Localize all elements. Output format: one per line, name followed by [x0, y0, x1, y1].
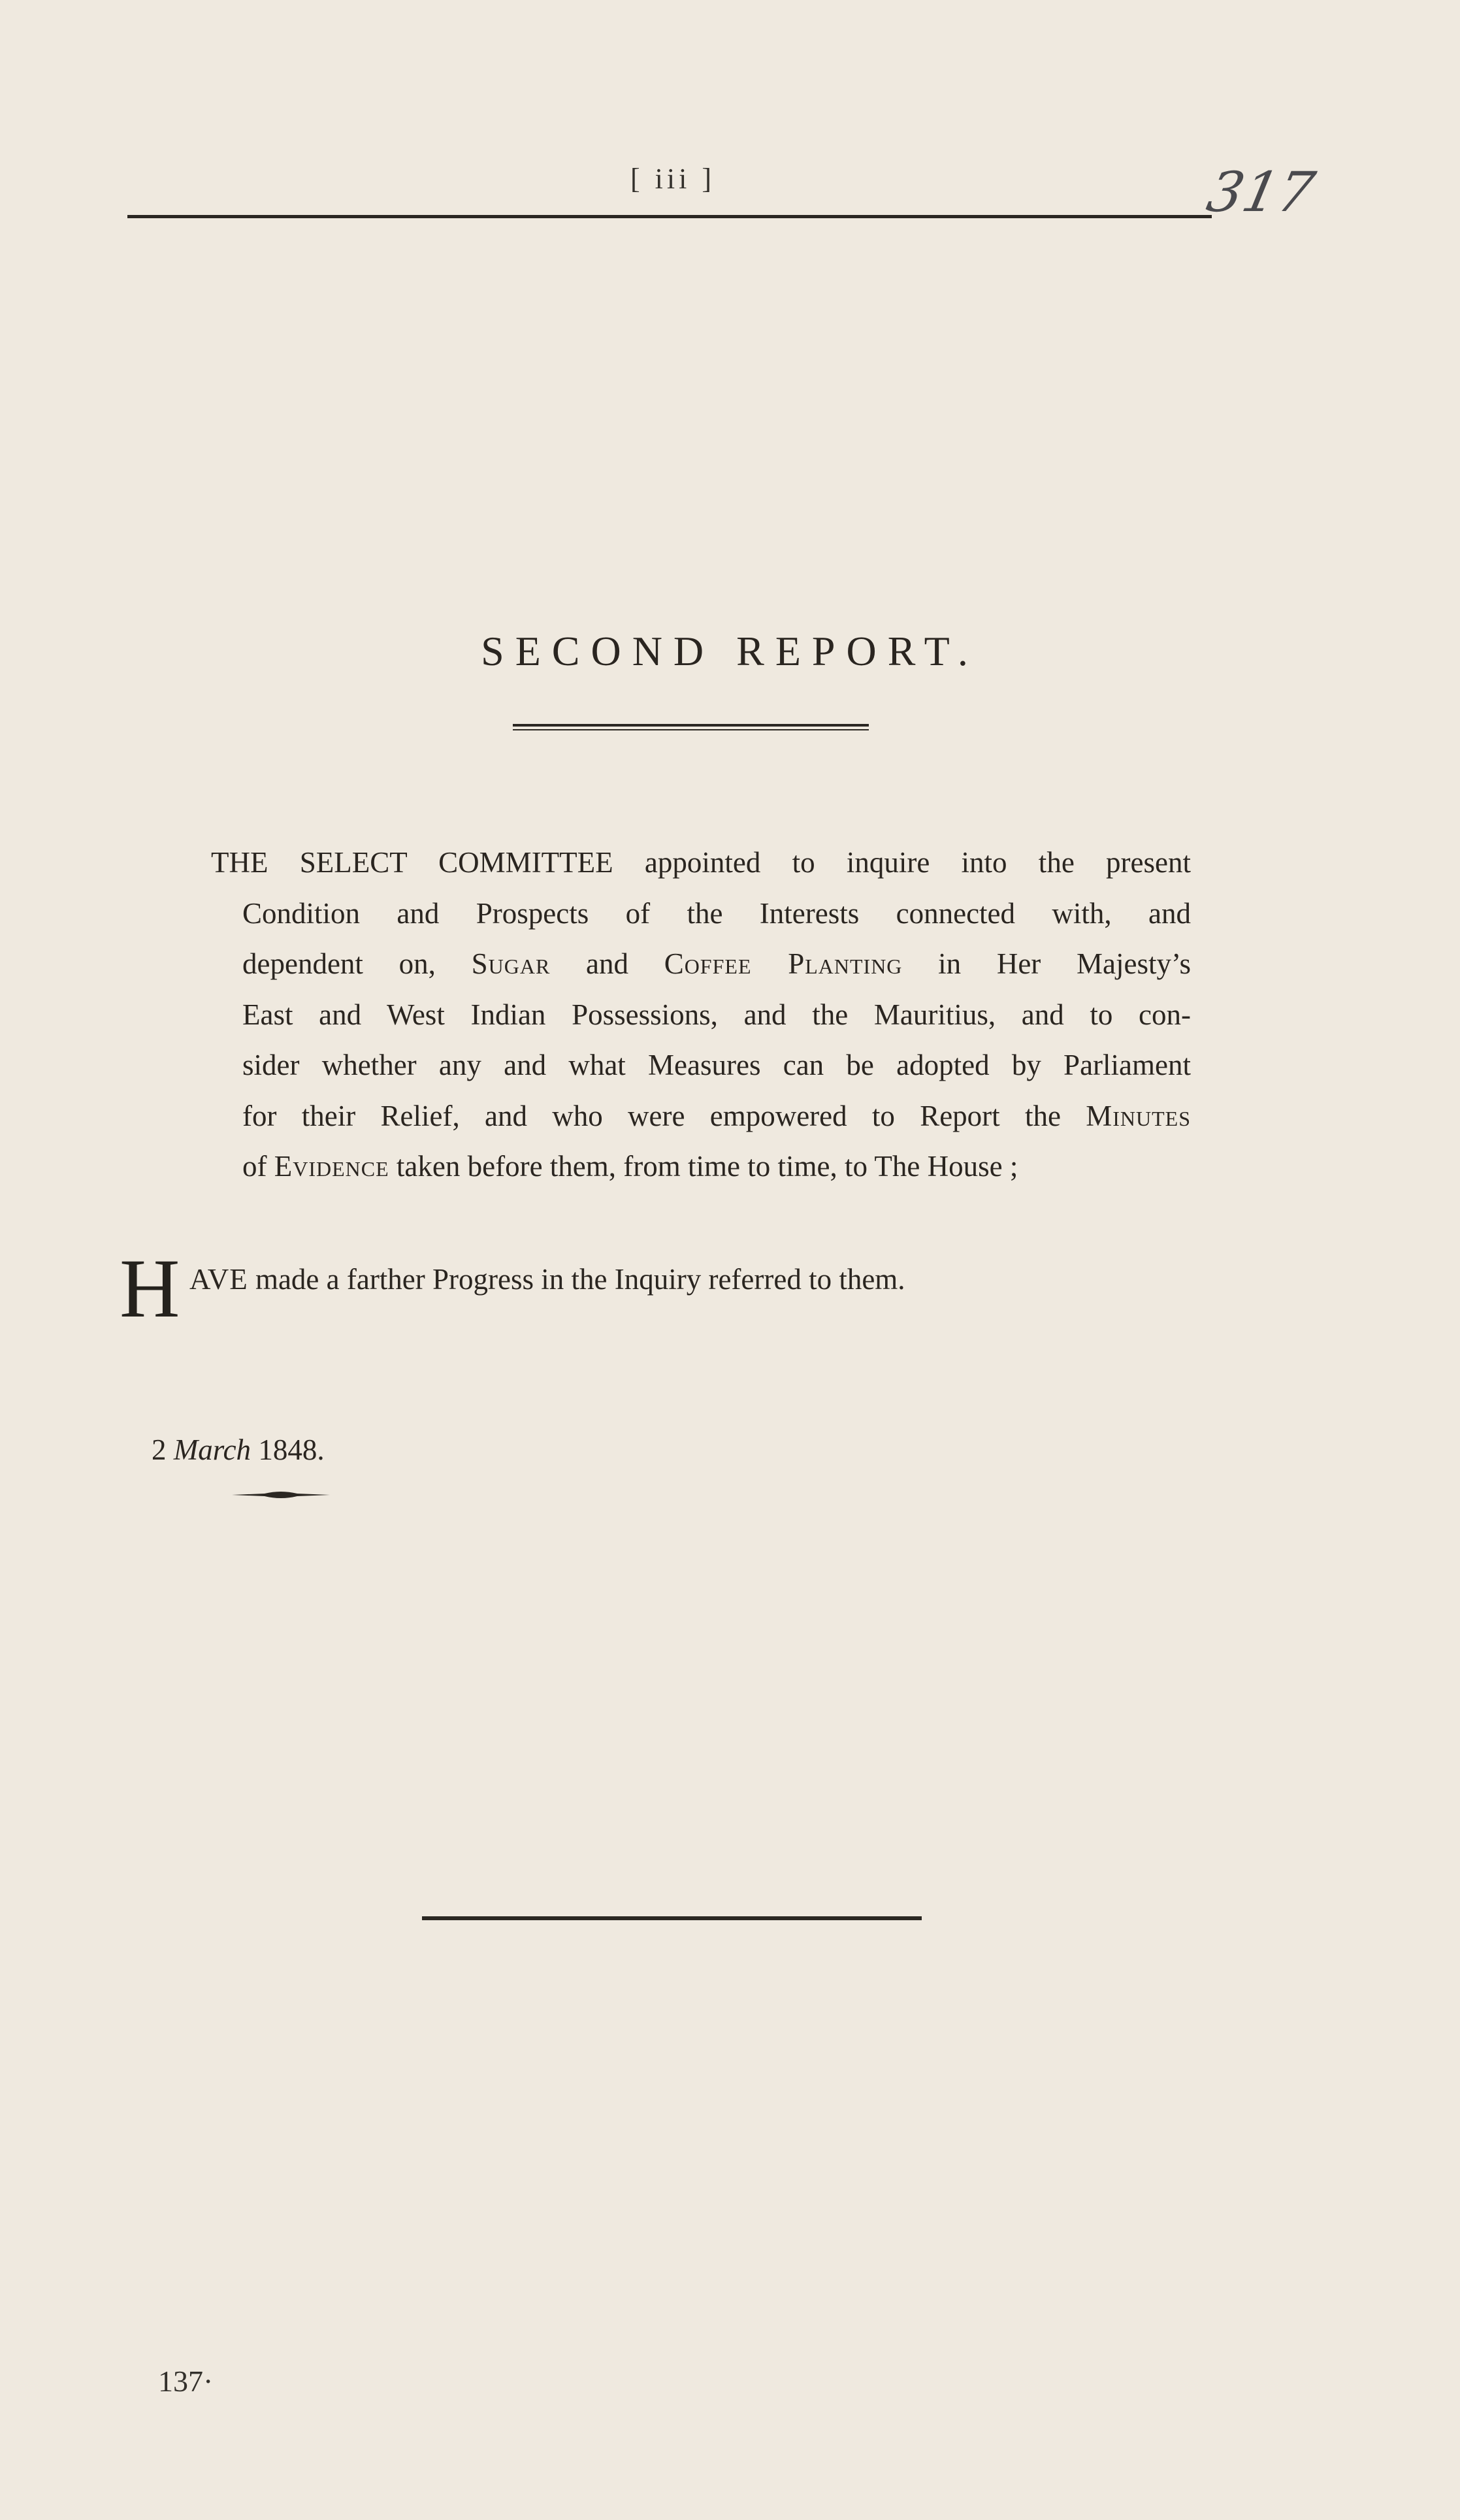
line-text: and	[550, 947, 664, 980]
report-date	[152, 1433, 325, 1467]
line-text: THE SELECT COMMITTEE appointed to inquire into the present	[211, 846, 1191, 879]
committee-line	[211, 990, 1191, 1041]
committee-line	[211, 838, 1191, 889]
small-caps-term: Minutes	[1086, 1099, 1191, 1132]
committee-line	[211, 1040, 1191, 1091]
closing-rule	[422, 1916, 922, 1920]
committee-line	[211, 939, 1191, 990]
line-text: East and West Indian Possessions, and the Mauritius, and to con-	[242, 998, 1191, 1031]
resolution-cap-rest: AVE	[189, 1263, 248, 1296]
committee-line	[211, 1091, 1191, 1142]
line-text: for their Relief, and who were empowered to Report the	[242, 1099, 1086, 1132]
title-rule-upper	[513, 724, 869, 727]
page-folio: [ iii ]	[630, 163, 715, 195]
date-month: March	[173, 1433, 251, 1466]
committee-paragraph	[211, 838, 1191, 1192]
header-rule	[127, 215, 1212, 218]
small-caps-term: Evidence	[274, 1150, 389, 1183]
resolution-line	[120, 1241, 1165, 1333]
print-signature: 137·	[158, 2365, 214, 2398]
drop-cap: H	[120, 1242, 180, 1335]
date-year: 1848.	[258, 1433, 325, 1466]
date-ornament-icon	[232, 1490, 330, 1500]
title-rule-lower	[513, 729, 869, 730]
line-text: dependent on,	[242, 947, 472, 980]
line-text: of	[242, 1150, 274, 1183]
committee-line	[211, 889, 1191, 940]
small-caps-term: Coffee Planting	[664, 947, 903, 980]
committee-line	[211, 1141, 1191, 1192]
handwritten-page-number: 317	[1201, 160, 1320, 224]
report-title: SECOND REPORT.	[481, 628, 979, 674]
resolution-body: made a farther Progress in the Inquiry referred to them.	[248, 1263, 905, 1296]
line-text: taken before them, from time to time, to The House ;	[389, 1150, 1018, 1183]
line-text: sider whether any and what Measures can be adopted by Parliament	[242, 1049, 1191, 1081]
small-caps-term: Sugar	[471, 947, 551, 980]
date-day: 2	[152, 1433, 167, 1466]
line-text: in Her Majesty’s	[902, 947, 1191, 980]
resolution-text	[189, 1262, 905, 1296]
line-text: Condition and Prospects of the Interests connected with, and	[242, 896, 1191, 930]
